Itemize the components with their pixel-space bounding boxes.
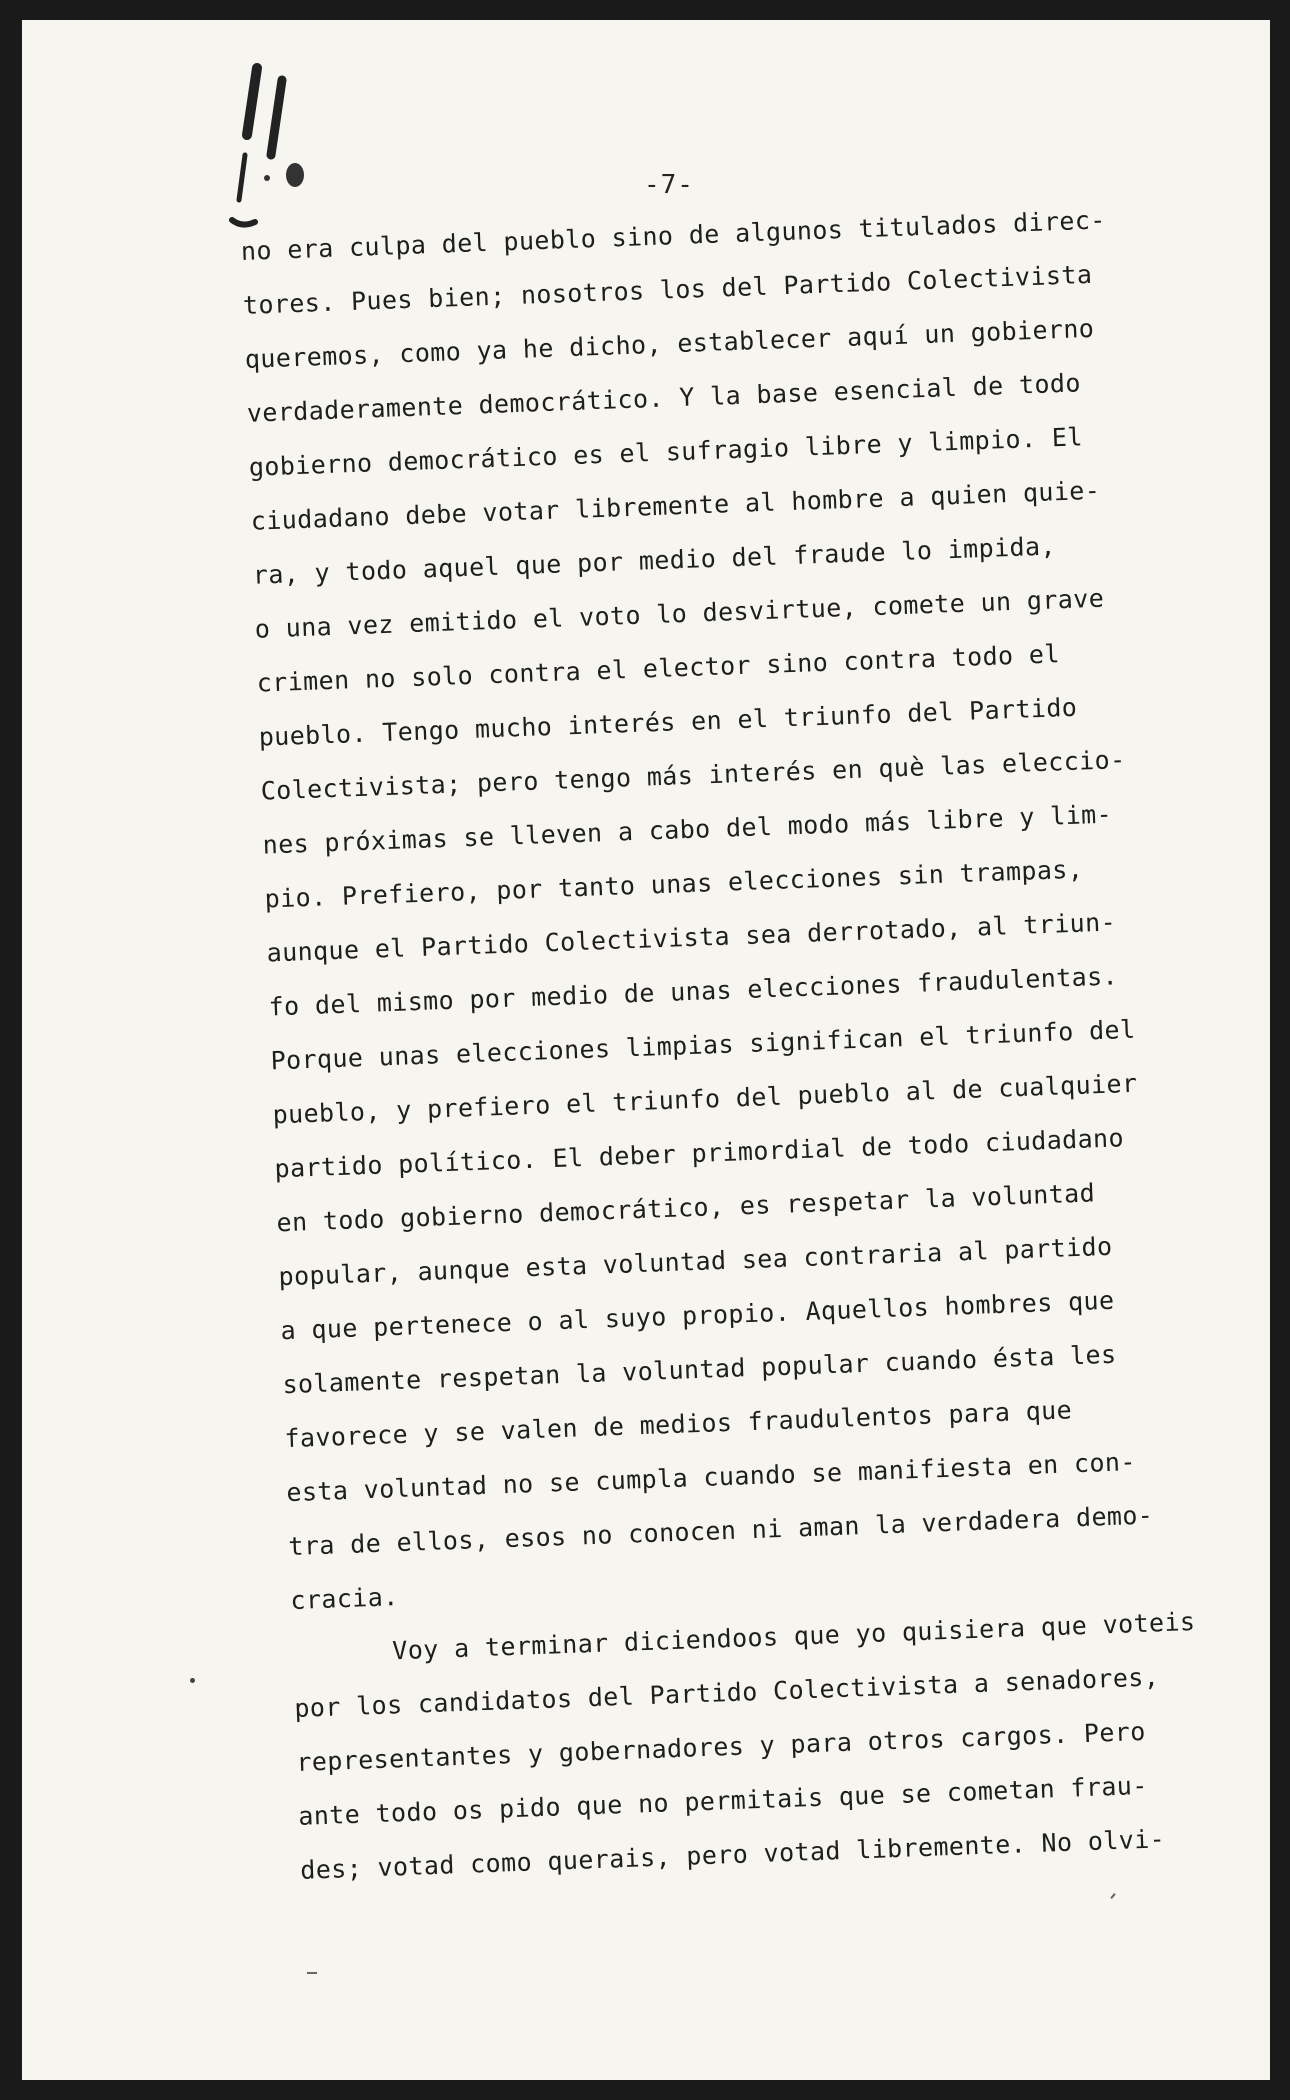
text-line: esta voluntad no se cumpla cuando se manifiesta en con- [285,1447,1137,1508]
text-line: Porque unas elecciones limpias significan el triunfo del [270,1014,1136,1076]
text-line: partido político. El deber primordial de todo ciudadano [274,1123,1125,1184]
text-line: por los candidatos del Partido Colectivista a senadores, [293,1662,1160,1723]
text-line: verdaderamente democrático. Y la base esencial de todo [246,368,1082,428]
page-number: -7- [644,170,694,200]
text-line: des; votad como querais, pero votad libremente. No olvi- [299,1824,1166,1885]
text-line: fo del mismo por medio de unas elecciones fraudulentas. [268,961,1119,1022]
text-line: tra de ellos, esos no conocen ni aman la verdadera demo- [287,1500,1154,1562]
stray-ink-mark [307,1972,317,1974]
text-line: gobierno democrático es el sufragio libre y limpio. El [248,422,1084,482]
text-line: cracia. [289,1582,400,1616]
text-line: representantes y gobernadores y para otros cargos. Pero [295,1716,1147,1777]
text-line: ra, y todo aquel que por medio del fraude lo impida, [252,531,1057,590]
text-line: crimen no solo contra el elector sino contra todo el [256,639,1061,698]
document-page [22,20,1270,2080]
text-line: a que pertenece o al suyo propio. Aquellos hombres que [280,1285,1115,1346]
text-line: pio. Prefiero, por tanto unas elecciones sin trampas, [264,854,1084,914]
stray-ink-mark [1110,1893,1115,1899]
text-line: solamente respetan la voluntad popular cuando ésta les [281,1339,1117,1400]
text-line: queremos, como ya he dicho, establecer aquí un gobierno [244,313,1095,374]
text-line: aunque el Partido Colectivista sea derrotado, al triun- [266,907,1117,968]
text-line: pueblo, y prefiero el triunfo del pueblo al de cualquier [272,1068,1138,1130]
text-line: ciudadano debe votar libremente al hombre a quien quie- [250,475,1101,536]
body-text [240,190,1251,1898]
paragraph-start-line: Voy a terminar diciendoos que yo quisiera que voteis [391,1606,1196,1666]
text-line: o una vez emitido el voto lo desvirtue, comete un grave [254,583,1105,644]
handwritten-mark [227,60,317,230]
stray-ink-dot [190,1678,195,1683]
text-line: no era culpa del pueblo sino de algunos titulados direc- [240,205,1107,266]
text-line: en todo gobierno democrático, es respetar la voluntad [276,1178,1096,1238]
text-line: tores. Pues bien; nosotros los del Partido Colectivista [242,259,1093,320]
text-line: popular, aunque esta voluntad sea contraria al partido [278,1231,1113,1292]
text-line: pueblo. Tengo mucho interés en el triunfo del Partido [258,692,1078,752]
text-line: Colectivista; pero tengo más interés en què las eleccio- [260,744,1126,806]
text-line: nes próximas se lleven a cabo del modo más libre y lim- [262,799,1113,860]
text-line: ante todo os pido que no permitais que se cometan frau- [297,1770,1149,1831]
text-line: favorece y se valen de medios fraudulentos para que [283,1395,1073,1454]
